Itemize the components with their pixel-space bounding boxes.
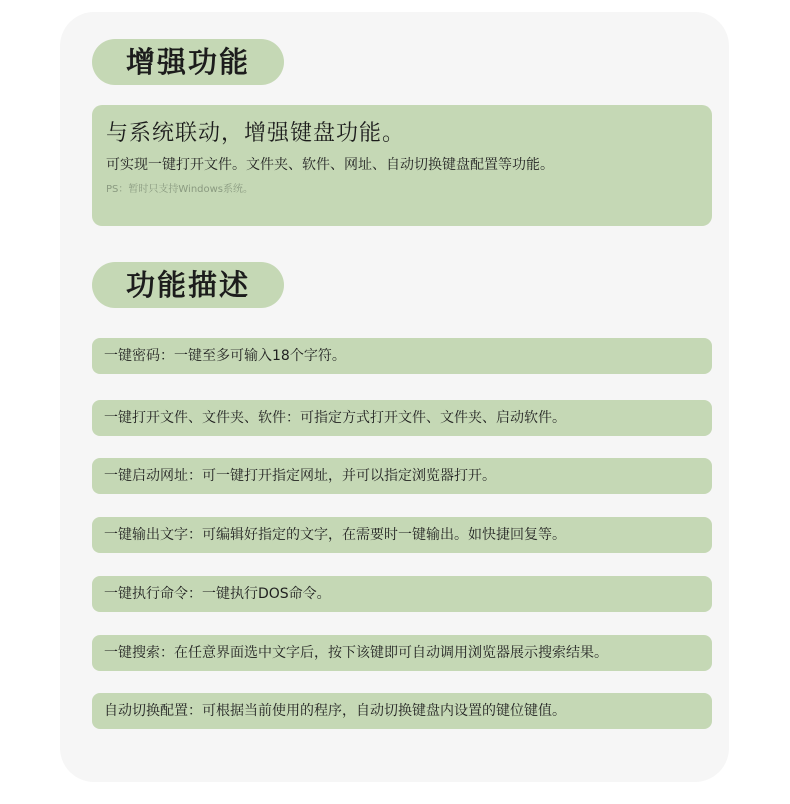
section-heading-enhance: 增强功能 [92, 39, 284, 85]
feature-row-open-file: 一键打开文件、文件夹、软件：可指定方式打开文件、文件夹、启动软件。 [92, 400, 712, 436]
feature-row-password: 一键密码：一键至多可输入18个字符。 [92, 338, 712, 374]
section-heading-describe: 功能描述 [92, 262, 284, 308]
feature-row-auto-switch: 自动切换配置：可根据当前使用的程序，自动切换键盘内设置的键位键值。 [92, 693, 712, 729]
intro-box [92, 105, 712, 226]
feature-row-search: 一键搜索：在任意界面选中文字后，按下该键即可自动调用浏览器展示搜索结果。 [92, 635, 712, 671]
feature-row-output-text: 一键输出文字：可编辑好指定的文字，在需要时一键输出。如快捷回复等。 [92, 517, 712, 553]
intro-note: PS：暂时只支持Windows系统。 [106, 184, 254, 195]
intro-body: 可实现一键打开文件。文件夹、软件、网址、自动切换键盘配置等功能。 [106, 157, 554, 173]
feature-row-open-url: 一键启动网址：可一键打开指定网址，并可以指定浏览器打开。 [92, 458, 712, 494]
feature-row-run-command: 一键执行命令：一键执行DOS命令。 [92, 576, 712, 612]
intro-title: 与系统联动，增强键盘功能。 [106, 121, 406, 146]
